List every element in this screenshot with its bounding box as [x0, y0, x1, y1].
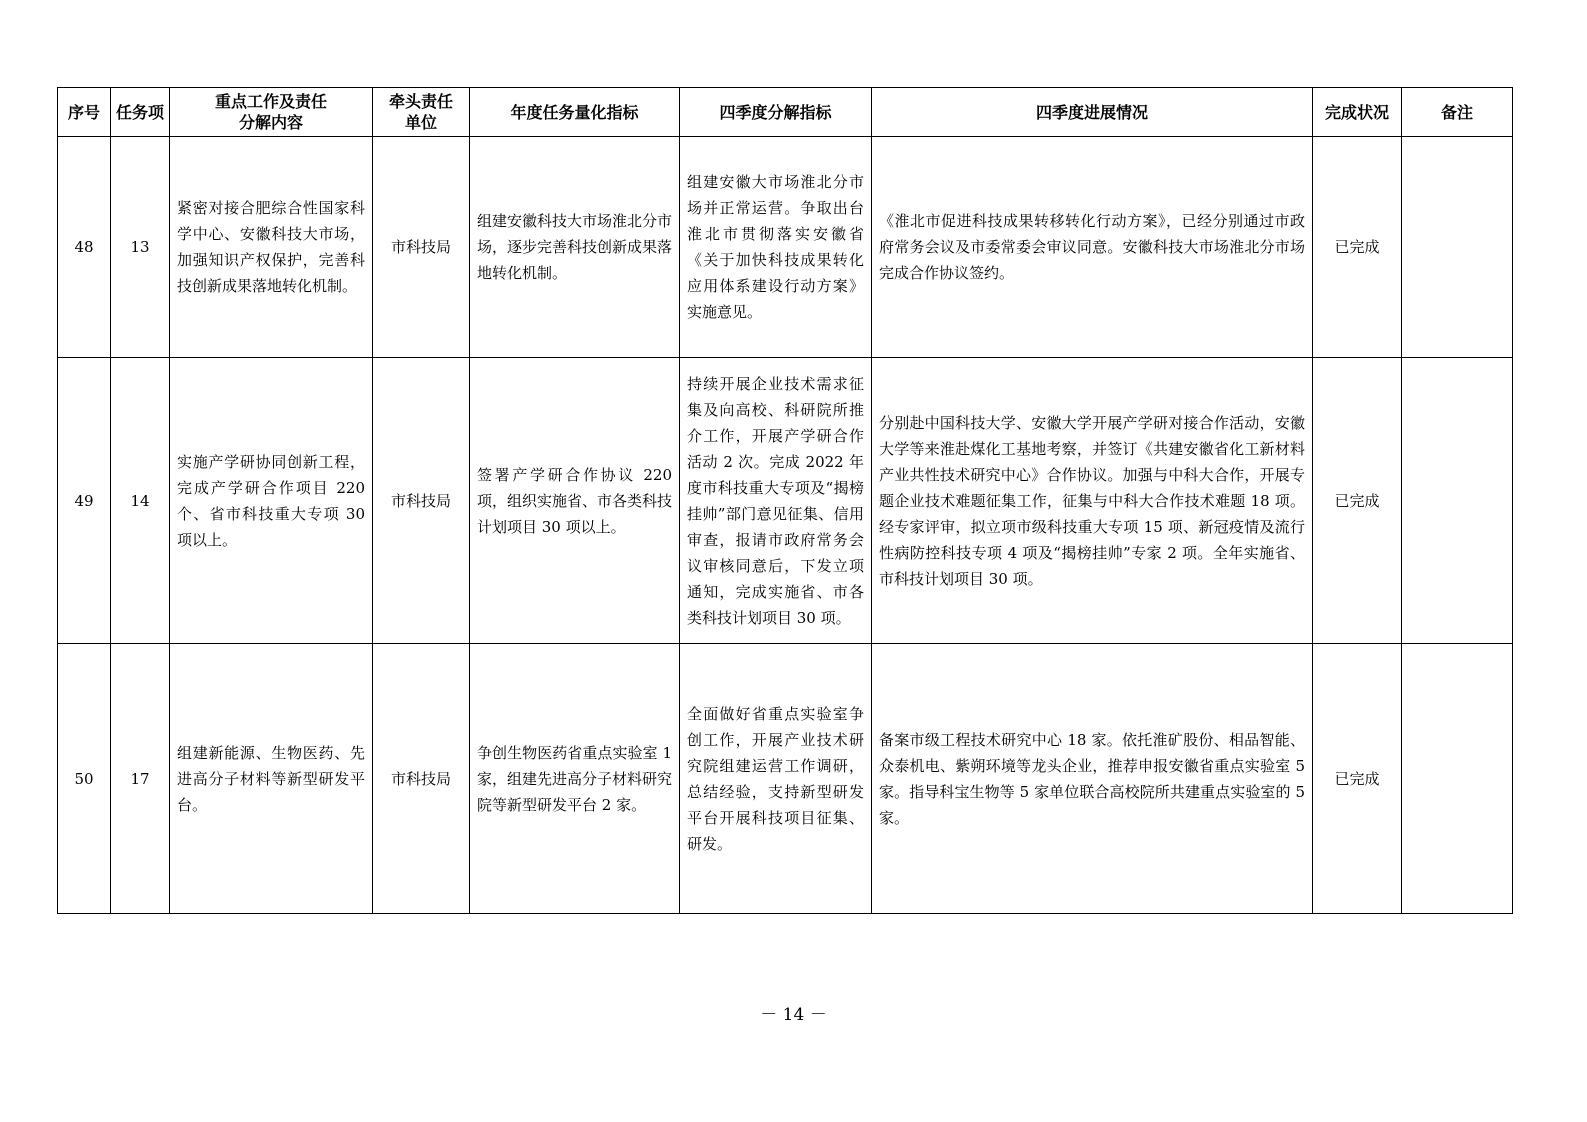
header-completion-status: 完成状况	[1313, 88, 1402, 137]
cell-task-item: 13	[111, 137, 170, 358]
header-lead-unit: 牵头责任 单位	[373, 88, 470, 137]
cell-completion-status: 已完成	[1313, 137, 1402, 358]
cell-lead-unit: 市科技局	[373, 644, 470, 914]
table-row	[58, 644, 1513, 914]
cell-q4-progress: 备案市级工程技术研究中心 18 家。依托淮矿股份、相品智能、众泰机电、紫朔环境等龙头企业，推荐申报安徽省重点实验室 5 家。指导科宝生物等 5 家单位联合高校院所共建重点实验室的 5 家。	[872, 644, 1313, 914]
header-q4-target: 四季度分解指标	[680, 88, 872, 137]
cell-completion-status: 已完成	[1313, 644, 1402, 914]
cell-lead-unit: 市科技局	[373, 358, 470, 644]
cell-serial-number: 50	[58, 644, 111, 914]
header-q4-progress: 四季度进展情况	[872, 88, 1313, 137]
cell-annual-indicator: 组建安徽科技大市场淮北分市场，逐步完善科技创新成果落地转化机制。	[470, 137, 680, 358]
cell-remarks	[1402, 137, 1513, 358]
progress-table	[57, 87, 1513, 914]
cell-q4-progress: 分别赴中国科技大学、安徽大学开展产学研对接合作活动，安徽大学等来淮赴煤化工基地考察，并签订《共建安徽省化工新材料产业共性技术研究中心》合作协议。加强与中科大合作，开展专题企业技术难题征集工作，征集与中科大合作技术难题 18 项。经专家评审，拟立项市级科技重大专项 15 项、新冠疫情及流行性病防控科技专项 4 项及“揭榜挂帅”专家 2 项。全年实施省、市科技计划项目 30 项。	[872, 358, 1313, 644]
cell-annual-indicator: 争创生物医药省重点实验室 1 家，组建先进高分子材料研究院等新型研发平台 2 家。	[470, 644, 680, 914]
header-remarks: 备注	[1402, 88, 1513, 137]
cell-q4-progress: 《淮北市促进科技成果转移转化行动方案》，已经分别通过市政府常务会议及市委常委会审议同意。安徽科技大市场淮北分市场完成合作协议签约。	[872, 137, 1313, 358]
table-row	[58, 358, 1513, 644]
cell-serial-number: 48	[58, 137, 111, 358]
cell-lead-unit: 市科技局	[373, 137, 470, 358]
cell-q4-target: 组建安徽大市场淮北分市场并正常运营。争取出台淮北市贯彻落实安徽省《关于加快科技成果转化应用体系建设行动方案》实施意见。	[680, 137, 872, 358]
cell-serial-number: 49	[58, 358, 111, 644]
cell-task-item: 17	[111, 644, 170, 914]
table-row	[58, 137, 1513, 358]
header-annual-indicator: 年度任务量化指标	[470, 88, 680, 137]
cell-key-work-content: 组建新能源、生物医药、先进高分子材料等新型研发平台。	[170, 644, 373, 914]
cell-q4-target: 持续开展企业技术需求征集及向高校、科研院所推介工作，开展产学研合作活动 2 次。完成 2022 年度市科技重大专项及“揭榜挂帅”部门意见征集、信用审查，报请市政府常务会议审核同意后，下发立项通知，完成实施省、市各类科技计划项目 30 项。	[680, 358, 872, 644]
header-key-work-content: 重点工作及责任 分解内容	[170, 88, 373, 137]
cell-q4-target: 全面做好省重点实验室争创工作，开展产业技术研究院组建运营工作调研，总结经验，支持新型研发平台开展科技项目征集、研发。	[680, 644, 872, 914]
cell-task-item: 14	[111, 358, 170, 644]
cell-key-work-content: 紧密对接合肥综合性国家科学中心、安徽科技大市场，加强知识产权保护，完善科技创新成果落地转化机制。	[170, 137, 373, 358]
cell-key-work-content: 实施产学研协同创新工程，完成产学研合作项目 220 个、省市科技重大专项 30 项以上。	[170, 358, 373, 644]
cell-annual-indicator: 签署产学研合作协议 220 项，组织实施省、市各类科技计划项目 30 项以上。	[470, 358, 680, 644]
table-header-row	[58, 88, 1513, 137]
cell-remarks	[1402, 358, 1513, 644]
header-task-item: 任务项	[111, 88, 170, 137]
cell-remarks	[1402, 644, 1513, 914]
cell-completion-status: 已完成	[1313, 358, 1402, 644]
page-number: － 14 －	[760, 1005, 827, 1025]
header-serial-number: 序号	[58, 88, 111, 137]
